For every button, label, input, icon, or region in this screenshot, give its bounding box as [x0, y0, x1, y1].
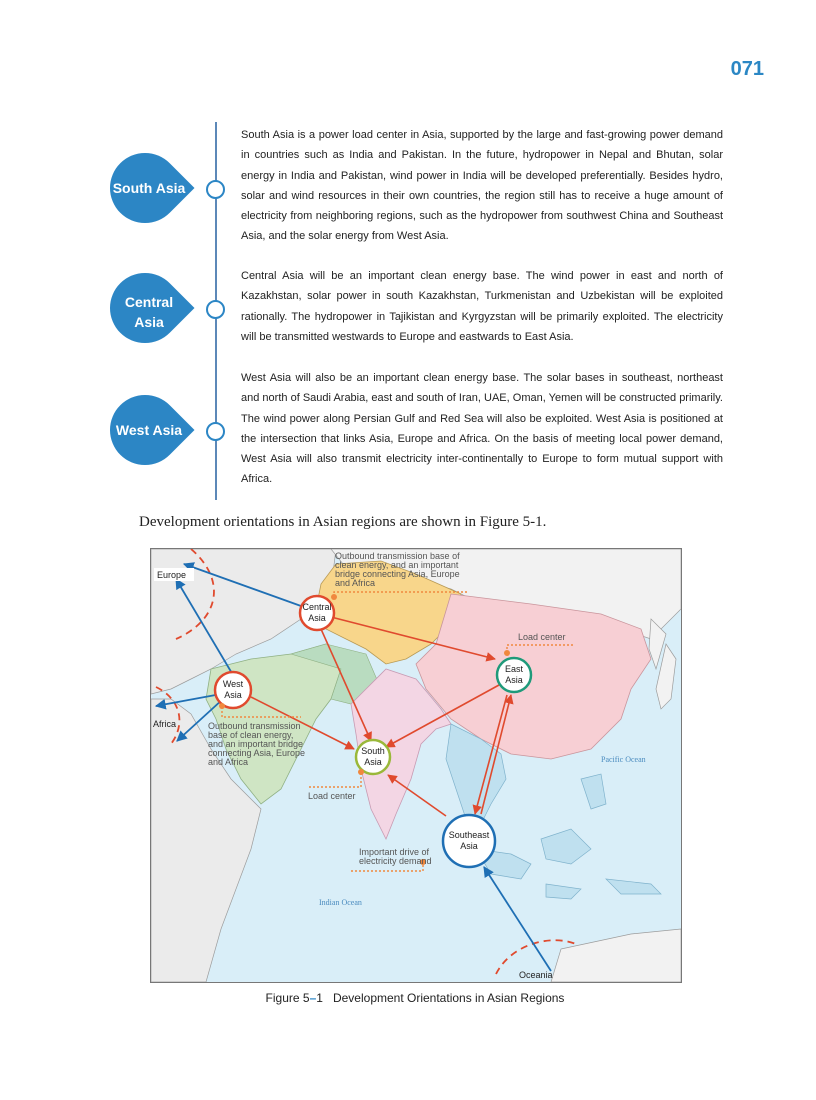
- southeast-annotation-line2: electricity demand: [359, 856, 432, 866]
- oceania-label: Oceania: [519, 970, 553, 980]
- indian-ocean-label: Indian Ocean: [319, 898, 362, 907]
- central-node-line1: Central: [302, 602, 332, 612]
- west-annotation-line5: and Africa: [208, 757, 249, 767]
- southeast-annotation-line1: Important drive of: [359, 847, 430, 857]
- pacific-ocean-label: Pacific Ocean: [601, 755, 646, 764]
- africa-label: Africa: [153, 719, 177, 729]
- korea-japan-landmass: [649, 619, 676, 709]
- flow-oceania-to-southeast: [484, 867, 551, 971]
- south-node-line2: Asia: [364, 757, 382, 767]
- south-node-line1: South: [361, 746, 385, 756]
- europe-label: Europe: [157, 570, 187, 580]
- central-annotation-line4: and Africa: [335, 578, 376, 588]
- central-annotation-line3: bridge connecting Asia, Europe: [335, 569, 460, 579]
- west-node-line1: West: [222, 679, 244, 689]
- south-asia-node: [206, 180, 225, 199]
- southeast-asia-islands: [476, 774, 661, 899]
- south-asia-label: South Asia: [112, 180, 186, 196]
- figure-number: Figure 5: [265, 991, 310, 1005]
- west-annotation-line1: Outbound transmission: [208, 721, 301, 731]
- central-annotation-line1: Outbound transmission base of: [335, 551, 460, 561]
- page-number: 071: [730, 58, 764, 80]
- southeast-node-line2: Asia: [460, 841, 478, 851]
- central-node-line2: Asia: [308, 613, 326, 623]
- figure-dash: –: [309, 991, 317, 1005]
- south-annotation-leader: [309, 773, 361, 787]
- west-annotation-line3: and an important bridge: [208, 739, 304, 749]
- intro-text: Development orientations in Asian regions are shown in Figure 5-1.: [139, 514, 547, 530]
- central-asia-node: [206, 300, 225, 319]
- south-asia-text: South Asia is a power load center in Asia, supported by the large and fast-growing power demand in countries such as India and Pakistan. In the future, hydropower in Nepal and Bhutan, solar energy in India and Pakistan, wind power in India will be developed preferentially. Besides hydro, solar and wind resources in their own countries, the region still has to receive a huge amount of electricity from neighboring regions, such as the hydropower from southwest China and Southeast Asia, and the solar energy from West Asia.: [241, 129, 723, 243]
- south-load-center-label: Load center: [308, 791, 356, 801]
- central-asia-text: Central Asia will be an important clean energy base. The wind power in east and north of Kazakhstan, solar power in south Kazakhstan, Turkmenistan and Uzbekistan will be exploited rationally. The hydropower in Tajikistan and Kyrgyzstan will be primarily exploited. The electricity will be transmitted westwards to Europe and eastwards to East Asia.: [241, 270, 723, 343]
- central-asia-label: Central Asia: [124, 294, 174, 330]
- west-annotation-line2: base of clean energy,: [208, 730, 294, 740]
- east-node-line2: Asia: [505, 675, 523, 685]
- figure-index: 1: [316, 991, 323, 1005]
- east-node-line1: East: [504, 664, 524, 674]
- west-node-line2: Asia: [224, 690, 242, 700]
- west-asia-node: [206, 422, 225, 441]
- west-annotation-line4: connecting Asia, Europe: [208, 748, 306, 758]
- figure-title: Development Orientations in Asian Regions: [332, 991, 565, 1005]
- central-annotation-line2: clean energy, and an important: [335, 560, 459, 570]
- east-load-center-label: Load center: [518, 632, 566, 642]
- west-asia-text: West Asia will also be an important clean energy base. The solar bases in southeast, northeast and north of Saudi Arabia, east and south of Iran, UAE, Oman, Yemen will be constructed primarily. The wind power along Persian Gulf and Red Sea will also be exploited. West Asia is positioned at the intersection that links Asia, Europe and Africa. On the basis of meeting local power demand, West Asia will also transmit electricity inter-continentally to Europe to form mutual support with Africa.: [241, 372, 723, 486]
- south-asia-map-node: [356, 740, 390, 775]
- figure-caption: [150, 991, 680, 1005]
- southeast-node-line1: Southeast: [448, 830, 490, 840]
- asia-map: [151, 549, 681, 982]
- west-asia-map-node: [215, 672, 251, 709]
- west-asia-label: West Asia: [115, 422, 183, 438]
- australia-landmass: [551, 929, 681, 982]
- asia-map-figure: [150, 548, 682, 983]
